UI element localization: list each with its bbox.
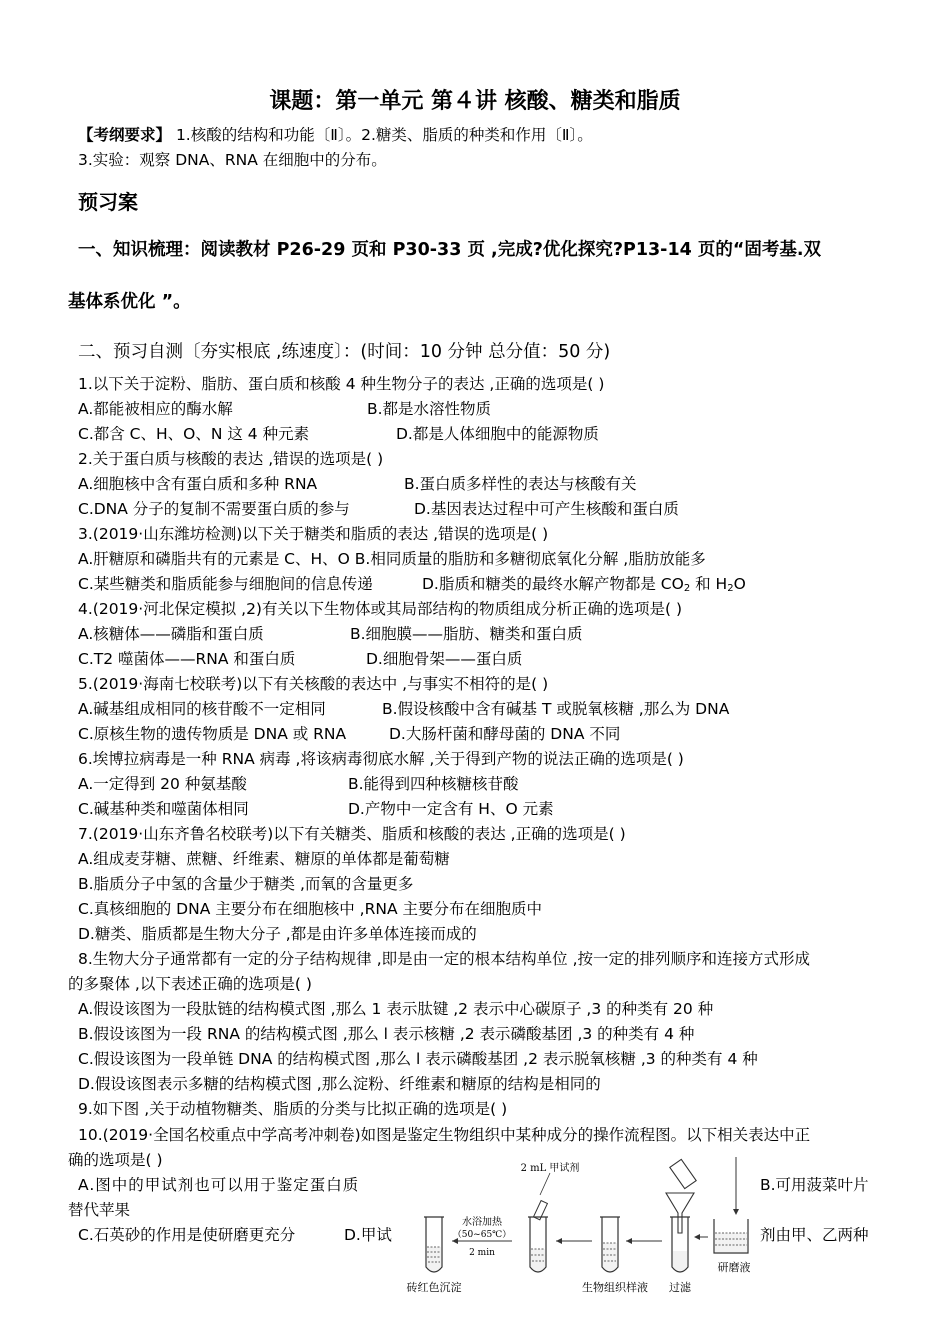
q3-option-d: D.脂质和糖类的最终水解产物都是 $CO_2$ 和 $H_2O$ bbox=[422, 575, 746, 594]
q8-stem-line1: 8.生物大分子通常都有一定的分子结构规律 ,即是由一定的根本结构单位 ,按一定的排列顺序和连接方式形成 bbox=[78, 950, 810, 968]
q10-option-b-cont: 替代苹果 bbox=[68, 1201, 131, 1219]
q2-option-d: D.基因表达过程中可产生核酸和蛋白质 bbox=[414, 500, 679, 518]
label-water-bath: 水浴加热 bbox=[462, 1217, 502, 1228]
q4-option-c: C.T2 噬菌体——RNA 和蛋白质 bbox=[78, 650, 296, 668]
q5-option-b: B.假设核酸中含有碱基 T 或脱氧核糖 ,那么为 DNA bbox=[382, 700, 730, 718]
test-tube-precipitate bbox=[424, 1217, 444, 1272]
q2-option-b: B.蛋白质多样性的表达与核酸有关 bbox=[404, 475, 637, 493]
q10-stem-line2: 确的选项是( ) bbox=[68, 1151, 163, 1169]
selftest-heading: 二、预习自测〔夯实根底 ,练速度〕：(时间：10 分钟 总分值：50 分) bbox=[78, 342, 611, 362]
q4-stem: 4.(2019·河北保定模拟 ,2)有关以下生物体或其局部结构的物质组成分析正确的选项是( ) bbox=[78, 600, 682, 618]
arrow-down-icon bbox=[733, 1209, 739, 1215]
label-precipitate: 砖红色沉淀 bbox=[406, 1281, 462, 1294]
q6-stem: 6.埃博拉病毒是一种 RNA 病毒 ,将该病毒彻底水解 ,关于得到产物的说法正确的选项是( ) bbox=[78, 750, 684, 768]
q2-option-a: A.细胞核中含有蛋白质和多种 RNA bbox=[78, 475, 318, 493]
label-temperature: （50~65℃） bbox=[452, 1230, 512, 1240]
label-sample: 生物组织样液 bbox=[582, 1281, 648, 1294]
page-title: 课题：第一单元 第４讲 核酸、糖类和脂质 bbox=[269, 89, 681, 114]
q10-stem-line1: 10.(2019·全国名校重点中学高考冲刺卷)如图是鉴定生物组织中某种成分的操作流程图。以下相关表达中正 bbox=[78, 1126, 811, 1144]
q2-option-c: C.DNA 分子的复制不需要蛋白质的参与 bbox=[78, 500, 350, 518]
q10-option-b: B.可用菠菜叶片 bbox=[760, 1176, 869, 1194]
q10-option-d-cont: 剂由甲、乙两种 bbox=[760, 1226, 869, 1244]
q8-option-c: C.假设该图为一段单链 DNA 的结构模式图 ,那么 l 表示磷酸基团 ,2 表示脱氧核糖 ,3 的种类有 4 种 bbox=[78, 1050, 758, 1068]
outline-text: 1.核酸的结构和功能〔Ⅱ〕。2.糖类、脂质的种类和作用〔Ⅱ〕。 bbox=[171, 126, 593, 144]
q8-stem-line2: 的多聚体 ,以下表述正确的选项是( ) bbox=[68, 975, 312, 993]
reagent-flow-diagram bbox=[400, 1155, 750, 1305]
q6-option-c: C.碱基种类和噬菌体相同 bbox=[78, 800, 249, 818]
q7-stem: 7.(2019·山东齐鲁名校联考)以下有关糖类、脂质和核酸的表达 ,正确的选项是( ) bbox=[78, 825, 626, 843]
q1-stem: 1.以下关于淀粉、脂肪、蛋白质和核酸 4 种生物分子的表达 ,正确的选项是( ) bbox=[78, 375, 605, 393]
knowledge-heading-line1: 一、知识梳理：阅读教材 P26-29 页和 P30-33 页 ,完成?优化探究?P13-14 页的“固考基.双 bbox=[78, 240, 822, 260]
knowledge-heading-line2: 基体系优化 ”。 bbox=[68, 292, 191, 312]
q1-option-b: B.都是水溶性物质 bbox=[367, 400, 492, 418]
label-filter: 过滤 bbox=[669, 1281, 691, 1294]
q7-option-c: C.真核细胞的 DNA 主要分布在细胞核中 ,RNA 主要分布在细胞质中 bbox=[78, 900, 542, 918]
q9-stem: 9.如下图 ,关于动植物糖类、脂质的分类与比拟正确的选项是( ) bbox=[78, 1100, 508, 1118]
q7-option-d: D.糖类、脂质都是生物大分子 ,都是由许多单体连接而成的 bbox=[78, 925, 477, 943]
q5-option-d: D.大肠杆菌和酵母菌的 DNA 不同 bbox=[389, 725, 621, 743]
q6-option-d: D.产物中一定含有 H、O 元素 bbox=[348, 800, 554, 818]
q7-option-a: A.组成麦芽糖、蔗糖、纤维素、糖原的单体都是葡萄糖 bbox=[78, 850, 450, 868]
q8-option-a: A.假设该图为一段肽链的结构模式图 ,那么 1 表示肽键 ,2 表示中心碳原子 ,3 的种类有 20 种 bbox=[78, 1000, 714, 1018]
q3-stem: 3.(2019·山东潍坊检测)以下关于糖类和脂质的表达 ,错误的选项是( ) bbox=[78, 525, 549, 543]
q3-options-ab: A.肝糖原和磷脂共有的元素是 C、H、O B.相同质量的脂肪和多糖彻底氧化分解 ,脂肪放能多 bbox=[78, 550, 706, 568]
beaker-grind bbox=[714, 1219, 748, 1253]
q8-option-d: D.假设该图表示多糖的结构模式图 ,那么淀粉、纤维素和糖原的结构是相同的 bbox=[78, 1075, 601, 1093]
q6-option-a: A.一定得到 20 种氨基酸 bbox=[78, 775, 247, 793]
outline-line-2: 3.实验：观察 DNA、RNA 在细胞中的分布。 bbox=[78, 151, 387, 169]
arrow-left-icon bbox=[556, 1238, 562, 1244]
q7-option-b: B.脂质分子中氢的含量少于糖类 ,而氧的含量更多 bbox=[78, 875, 414, 893]
q10-option-d: D.甲试 bbox=[344, 1226, 392, 1244]
q1-option-c: C.都含 C、H、O、N 这 4 种元素 bbox=[78, 425, 310, 443]
label-time: 2 min bbox=[469, 1248, 495, 1258]
label-grind: 研磨液 bbox=[717, 1261, 750, 1274]
q2-stem: 2.关于蛋白质与核酸的表达 ,错误的选项是( ) bbox=[78, 450, 384, 468]
section-heading-preview: 预习案 bbox=[78, 190, 138, 214]
test-tube-reagent bbox=[528, 1217, 548, 1272]
q6-option-b: B.能得到四种核糖核苷酸 bbox=[348, 775, 519, 793]
outline-line bbox=[78, 125, 593, 145]
q4-option-a: A.核糖体——磷脂和蛋白质 bbox=[78, 625, 264, 643]
q5-option-c: C.原核生物的遗传物质是 DNA 或 RNA bbox=[78, 725, 347, 743]
q1-option-d: D.都是人体细胞中的能源物质 bbox=[396, 425, 599, 443]
q4-option-d: D.细胞骨架——蛋白质 bbox=[366, 650, 523, 668]
q3-option-c: C.某些糖类和脂质能参与细胞间的信息传递 bbox=[78, 575, 373, 593]
q10-option-c: C.石英砂的作用是使研磨更充分 bbox=[78, 1226, 296, 1244]
q5-stem: 5.(2019·海南七校联考)以下有关核酸的表达中 ,与事实不相符的是( ) bbox=[78, 675, 549, 693]
test-tube-sample bbox=[600, 1217, 620, 1272]
q1-option-a: A.都能被相应的酶水解 bbox=[78, 400, 233, 418]
q5-option-a: A.碱基组成相同的核苷酸不一定相同 bbox=[78, 700, 326, 718]
label-reagent: 2 mL 甲试剂 bbox=[520, 1163, 580, 1174]
q8-option-b: B.假设该图为一段 RNA 的结构模式图 ,那么 l 表示核糖 ,2 表示磷酸基团 ,3 的种类有 4 种 bbox=[78, 1025, 695, 1043]
arrow-left-icon bbox=[694, 1234, 700, 1240]
arrow-left-icon bbox=[626, 1238, 632, 1244]
q4-option-b: B.细胞膜——脂肪、糖类和蛋白质 bbox=[350, 625, 583, 643]
outline-label: 【考纲要求】 bbox=[78, 126, 172, 144]
filtration-setup bbox=[666, 1159, 696, 1272]
q10-option-a: A.图中的甲试剂也可以用于鉴定蛋白质 bbox=[78, 1176, 360, 1194]
